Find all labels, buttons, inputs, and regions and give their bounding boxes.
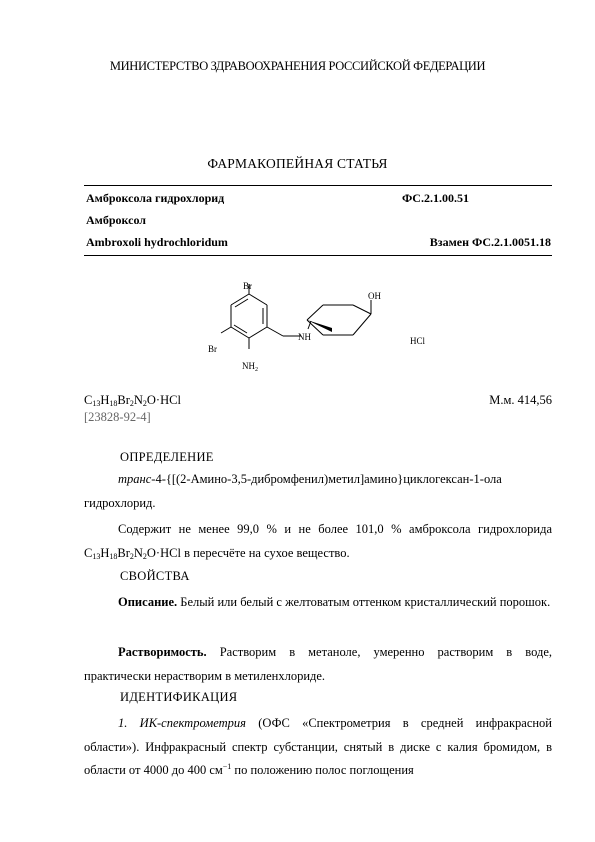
cas-number: [23828-92-4] [84,410,151,424]
hcl-label: HCl [410,336,426,346]
amino-label: $NH_2$ [242,361,258,373]
bromine-label-top: Br [243,281,252,291]
content-text: Содержит не менее 99,0 % и не более 101,0 % амброксола гидрохлорида $C_{13}H_{18}Br_2N_2O\cdot HCl$ в пересчёте на сухое вещество. [84,522,552,561]
section-definition: ОПРЕДЕЛЕНИЕ [120,450,214,464]
ir-spectrometry-text: 1. ИК-спектрометрия (ОФС «Спектрометрия в средней инфракрасной области»). Инфракрасный спектр субстанции, снятый в диске с калия бромидом, в области от 4000 до 400 $см^{-1}$ по положению полос поглощения [84,716,552,777]
stereo-wedge-bond [307,320,332,332]
document-code: ФС.2.1.00.51 [402,191,469,205]
ministry-title: МИНИСТЕРСТВО ЗДРАВООХРАНЕНИЯ РОССИЙСКОЙ ФЕДЕРАЦИИ [109,59,486,73]
molecular-formula: $C_{13}H_{18}Br_2N_2O\cdot HCl$ [84,393,181,408]
bromine-label-left: Br [208,344,217,354]
nh-label: NH [298,332,311,342]
structural-formula [195,272,455,382]
replaces-code: Взамен ФС.2.1.0051.18 [429,235,551,249]
header-bottom-rule [84,255,552,256]
substance-name-short: Амброксол [86,213,147,227]
solubility-text: Растворимость. Растворим в метаноле, умеренно растворим в воде, практически нерастворим в метиленхлориде. [84,645,552,683]
substance-name-ru: Амброксола гидрохлорид [86,191,225,205]
hydroxyl-label: OH [368,291,381,301]
section-properties: СВОЙСТВА [120,569,190,583]
definition-text: транс-4-{[(2-Амино-3,5-дибромфенил)метил]амино}циклогексан-1-ола гидрохлорид. [84,472,502,510]
description-text: Описание. Белый или белый с желтоватым оттенком кристаллический порошок. [118,595,551,609]
header-top-rule [84,185,552,186]
substance-name-latin: Ambroxoli hydrochloridum [86,235,228,249]
section-identification: ИДЕНТИФИКАЦИЯ [120,690,238,704]
molecular-weight: М.м. 414,56 [489,393,552,407]
document-title: ФАРМАКОПЕЙНАЯ СТАТЬЯ [207,156,388,171]
